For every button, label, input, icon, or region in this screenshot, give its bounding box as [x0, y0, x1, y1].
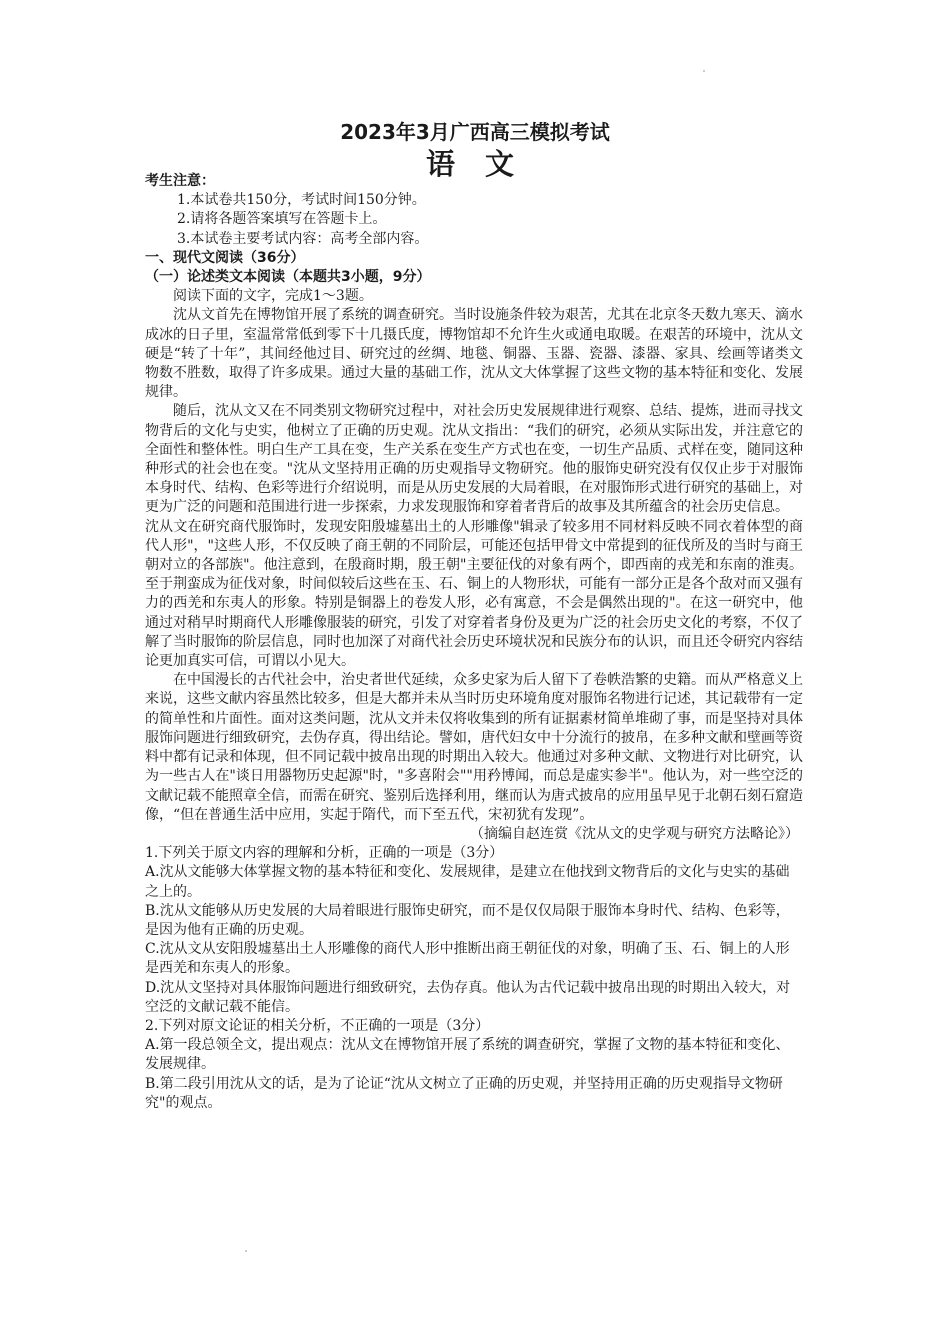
subject-title: 语 文 [425, 147, 525, 181]
notice-item: 3.本试卷主要考试内容：高考全部内容。 [177, 230, 429, 247]
passage-paragraph: 在中国漫长的古代社会中，治史者世代延续，众多史家为后人留下了卷帙浩繁的史籍。而从严格意义上来说，这些文献内容虽然比较多，但是大都并未从当时历史环境角度对服饰名物进行记述，其记载带有一定的简单性和片面性。面对这类问题，沈从文并未仅将收集到的所有证据素材简单堆砌了事，而是坚持对具体服饰问题进行细致研究，去伪存真，得出结论。譬如，唐代妇女中十分流行的披帛，在多种文献和壁画等资料中都有记录和体现，但不同记载中披帛出现的时期出入较大。他通过对多种文献、文物进行对比研究，认为一些古人在"谈日用器物历史起源"时，"多喜附会""用矜博闻，而总是虚实参半"。他认为，对一些空泛的文献记载不能照章全信，而需在研究、鉴别后选择利用，继而认为唐式披帛的应用虽早见于北朝石刻石窟造像，“但在普通生活中应用，实起于隋代，而下至五代，宋初犹有发现”。 [145, 672, 803, 823]
passage-paragraph: 随后，沈从文又在不同类别文物研究过程中，对社会历史发展规律进行观察、总结、提炼，进而寻找文物背后的文化与史实，他树立了正确的历史观。沈从文指出：“我们的研究，必须从实际出发，并注意它的全面性和整体性。明白生产工具在变，生产关系在变生产方式也在变，一切生产品质、式样在变，随同这种种形式的社会也在变。"沈从文坚持用正确的历史观指导文物研究。他的服饰史研究没有仅仅止步于对服饰本身时代、结构、色彩等进行介绍说明，而是从历史发展的大局着眼，在对服饰形式进行研究的基础上，对更为广泛的问题和范围进行进一步探索，力求发现服饰和穿着者背后的故事及其所蕴含的社会历史信息。 [145, 403, 803, 516]
question-stem: 2.下列对原文论证的相关分析，不正确的一项是（3分） [145, 1017, 490, 1034]
notice-heading: 考生注意： [145, 173, 215, 189]
reading-instruction: 阅读下面的文字，完成1～3题。 [173, 288, 373, 305]
section-heading: 一、现代文阅读（36分） [145, 249, 305, 266]
answer-option: A.第一段总领全文，提出观点：沈从文在博物馆开展了系统的调查研究，掌握了文物的基本特征和变化、发展规律。 [145, 1037, 790, 1073]
scan-speck [703, 70, 705, 72]
notice-item: 1.本试卷共150分，考试时间150分钟。 [177, 192, 426, 209]
notice-item: 2.请将各题答案填写在答题卡上。 [177, 211, 387, 228]
exam-title: 2023年3月广西高三模拟考试 [340, 120, 610, 144]
answer-option: A.沈从文能够大体掌握文物的基本特征和变化、发展规律，是建立在他找到文物背后的文化与史实的基础之上的。 [145, 864, 790, 900]
answer-option: B.第二段引用沈从文的话，是为了论证“沈从文树立了正确的历史观，并坚持用正确的历史观指导文物研究"的观点。 [145, 1075, 783, 1111]
answer-option: D.沈从文坚持对具体服饰问题进行细致研究，去伪存真。他认为古代记载中披帛出现的时期出入较大，对空泛的文献记载不能信。 [145, 979, 791, 1015]
answer-option: B.沈从文能够从历史发展的大局着眼进行服饰史研究，而不是仅仅局限于服饰本身时代、结构、色彩等，是因为他有正确的历史观。 [145, 902, 790, 938]
scan-speck [245, 1250, 247, 1252]
exam-content [145, 172, 803, 1113]
passage-paragraph: 沈从文首先在博物馆开展了系统的调查研究。当时设施条件较为艰苦，尤其在北京冬天数九寒天、滴水成冰的日子里，室温常常低到零下十几摄氏度，博物馆却不允许生火或通电取暖。在艰苦的环境中，沈从文硬是“转了十年”，其间经他过目、研究过的丝绸、地毯、铜器、玉器、瓷器、漆器、家具、绘画等诸类文物数不胜数，取得了许多成果。通过大量的基础工作，沈从文大体掌握了这些文物的基本特征和变化、发展规律。 [145, 307, 803, 401]
subsection-heading: （一）论述类文本阅读（本题共3小题，9分） [145, 269, 431, 286]
passage-source: （摘编自赵连赏《沈从文的史学观与研究方法略论》） [470, 825, 799, 842]
question-stem: 1.下列关于原文内容的理解和分析，正确的一项是（3分） [145, 845, 504, 862]
passage-paragraph: 沈从文在研究商代服饰时，发现安阳殷墟墓出土的人形雕像"辑录了较多用不同材料反映不同衣着体型的商代人形"，"这些人形，不仅反映了商王朝的不同阶层，可能还包括甲骨文中常提到的征伐所及的当时与商王朝对立的各部族"。他注意到，在殷商时期，殷王朝"主要征伐的对象有两个，即西南的戎羌和东南的淮夷。至于荆蛮成为征伐对象，时间似较后这些在玉、石、铜上的人物形状，可能有一部分正是各个敌对而又强有力的西羌和东夷人的形象。特别是铜器上的卷发人形，必有寓意，不会是偶然出现的"。在这一研究中，他通过对稍早时期商代人形雕像服装的研究，引发了对穿着者身份及更为广泛的社会历史文化的考察，不仅了解了当时服饰的阶层信息，同时也加深了对商代社会历史环境状况和民族分布的认识，而且还令研究内容结论更加真实可信，可谓以小见大。 [145, 518, 803, 670]
answer-option: C.沈从文从安阳殷墟墓出土人形雕像的商代人形中推断出商王朝征伐的对象，明确了玉、石、铜上的人形是西羌和东夷人的形象。 [145, 941, 790, 977]
